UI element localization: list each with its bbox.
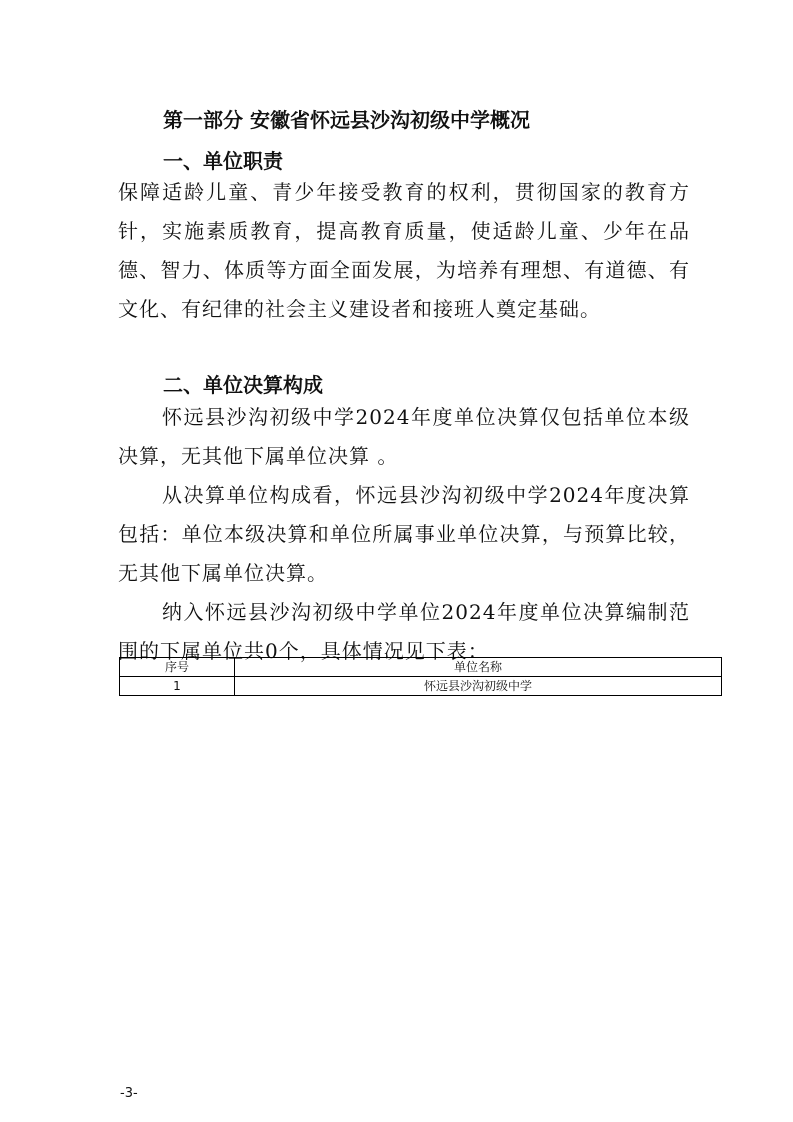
section-heading-duties: 一、单位职责: [163, 149, 283, 173]
table-cell-unit-name: 怀远县沙沟初级中学: [235, 677, 722, 696]
composition-paragraph-1: 怀远县沙沟初级中学2024年度单位决算仅包括单位本级决算，无其他下属单位决算 。: [118, 405, 690, 468]
page-number: -3-: [120, 1086, 138, 1101]
composition-paragraph-3: 纳入怀远县沙沟初级中学单位2024年度单位决算编制范围的下属单位共0个，具体情况见下表：: [118, 600, 690, 663]
page-title: 第一部分 安徽省怀远县沙沟初级中学概况: [163, 108, 530, 132]
column-header-unit-name: 单位名称: [235, 658, 722, 677]
table-header-row: [120, 658, 722, 677]
column-header-seq: 序号: [120, 658, 235, 677]
table-cell-seq: 1: [120, 677, 235, 696]
table-row: [120, 677, 722, 696]
section-heading-composition: 二、单位决算构成: [163, 373, 323, 397]
subordinate-units-table: [119, 657, 722, 696]
composition-paragraph-2: 从决算单位构成看，怀远县沙沟初级中学2024年度决算包括：单位本级决算和单位所属事业单位决算，与预算比较，无其他下属单位决算。: [118, 483, 690, 585]
duties-paragraph: 保障适龄儿童、青少年接受教育的权利，贯彻国家的教育方针，实施素质教育，提高教育质量，使适龄儿童、少年在品德、智力、体质等方面全面发展，为培养有理想、有道德、有文化、有纪律的社会主义建设者和接班人奠定基础。: [118, 180, 690, 321]
